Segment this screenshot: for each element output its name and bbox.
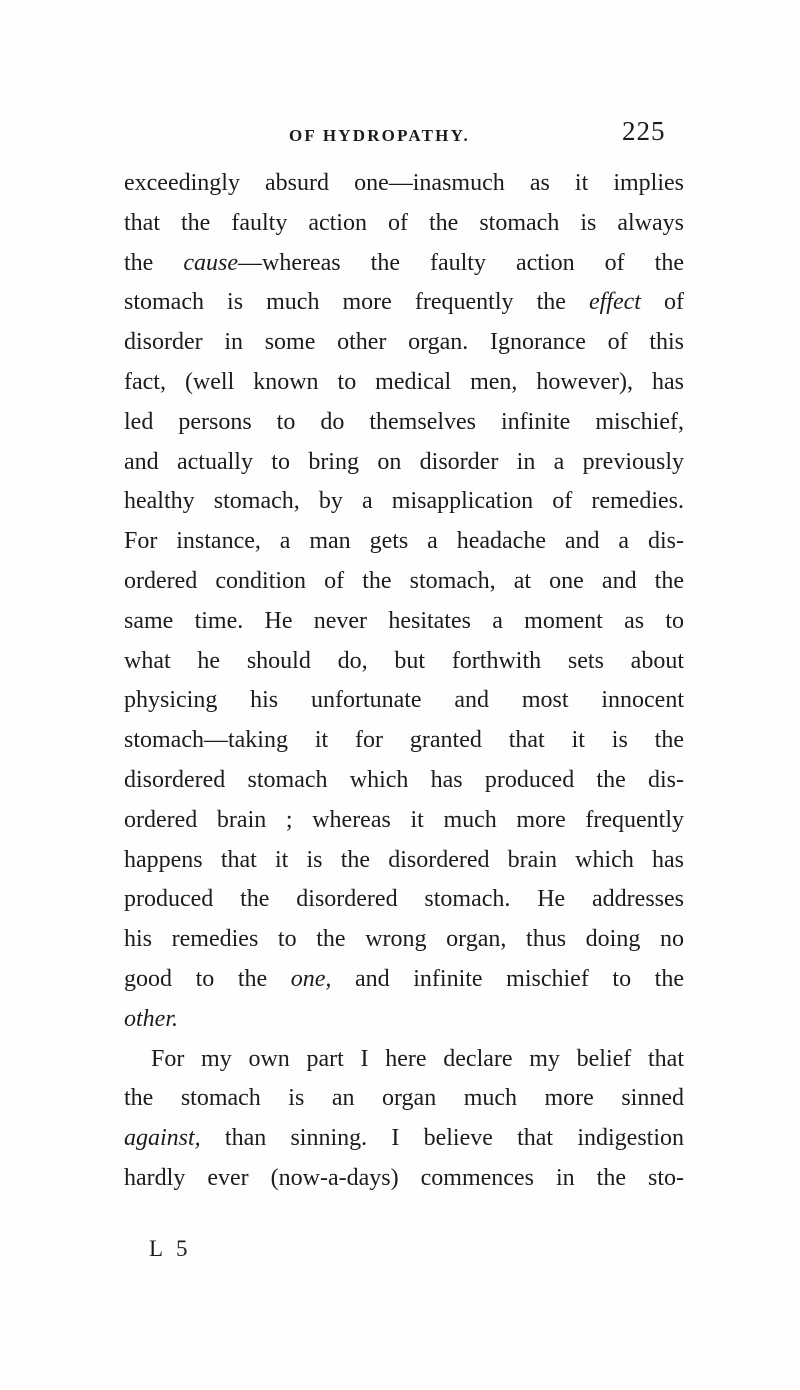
italic-segment: effect (588, 289, 641, 316)
text-line (124, 801, 684, 841)
text-segment: hardly ever (now-a-days) commences in the sto- (124, 1164, 684, 1191)
text-segment: of (640, 289, 684, 316)
text-segment: produced the disordered stomach. He addresses (124, 886, 684, 913)
text-segment: his remedies to the wrong organ, thus doing no (124, 926, 684, 953)
text-line (124, 363, 684, 403)
text-segment: that the faulty action of the stomach is always (124, 209, 684, 236)
page-number: 225 (622, 116, 666, 146)
text-segment: and actually to bring on disorder in a previously (124, 448, 684, 475)
text-line (124, 244, 684, 284)
text-segment: than sinning. I believe that indigestion (200, 1125, 684, 1152)
text-segment: happens that it is the disordered brain which has (124, 846, 684, 873)
text-line (124, 1040, 684, 1080)
text-line (124, 403, 684, 443)
text-line (124, 841, 684, 881)
text-segment: and infinite mischief to the (331, 965, 684, 992)
text-segment: physicing his unfortunate and most innocent (124, 687, 684, 714)
text-line (124, 522, 684, 562)
text-segment: ordered brain ; whereas it much more frequently (124, 806, 684, 833)
text-line (124, 880, 684, 920)
body-text (124, 164, 684, 1199)
text-line (124, 602, 684, 642)
text-segment: disorder in some other organ. Ignorance of this (124, 329, 684, 356)
text-segment: —whereas the faulty action of the (238, 249, 684, 276)
text-segment: For instance, a man gets a headache and a dis- (124, 528, 684, 555)
signature-mark: L 5 (149, 1236, 192, 1261)
text-line (124, 681, 684, 721)
text-line (124, 482, 684, 522)
italic-segment: one, (290, 965, 332, 992)
italic-segment: cause (183, 249, 238, 276)
italic-segment: against, (124, 1125, 201, 1152)
text-line (124, 204, 684, 244)
text-segment: the stomach is an organ much more sinned (124, 1085, 684, 1112)
text-segment: stomach—taking it for granted that it is the (124, 727, 684, 754)
text-segment: same time. He never hesitates a moment as to (124, 607, 684, 634)
text-line (124, 283, 684, 323)
text-line (124, 721, 684, 761)
text-segment: exceedingly absurd one—inasmuch as it implies (124, 170, 684, 196)
text-segment: what he should do, but forthwith sets about (124, 647, 684, 674)
text-line (124, 562, 684, 602)
text-line (124, 960, 684, 1000)
text-line (124, 1079, 684, 1119)
text-line (124, 642, 684, 682)
text-segment: stomach is much more frequently the (124, 289, 589, 316)
text-segment: led persons to do themselves infinite mischief, (124, 408, 684, 435)
text-line (124, 920, 684, 960)
text-segment: fact, (well known to medical men, however), has (124, 368, 684, 395)
text-line (124, 1159, 684, 1199)
text-segment: the (124, 249, 184, 276)
text-line (124, 1000, 684, 1040)
text-line (124, 761, 684, 801)
text-line (124, 1119, 684, 1159)
text-segment: healthy stomach, by a misapplication of remedies. (124, 488, 684, 515)
text-segment: ordered condition of the stomach, at one and the (124, 567, 684, 594)
text-line (124, 323, 684, 363)
running-head: OF HYDROPATHY. (289, 126, 470, 145)
text-segment: good to the (124, 965, 291, 992)
text-line (124, 443, 684, 483)
text-line (124, 164, 684, 204)
text-segment: For my own part I here declare my belief that (151, 1045, 684, 1072)
text-segment: disordered stomach which has produced the dis- (124, 766, 684, 793)
italic-segment: other. (124, 1005, 178, 1032)
